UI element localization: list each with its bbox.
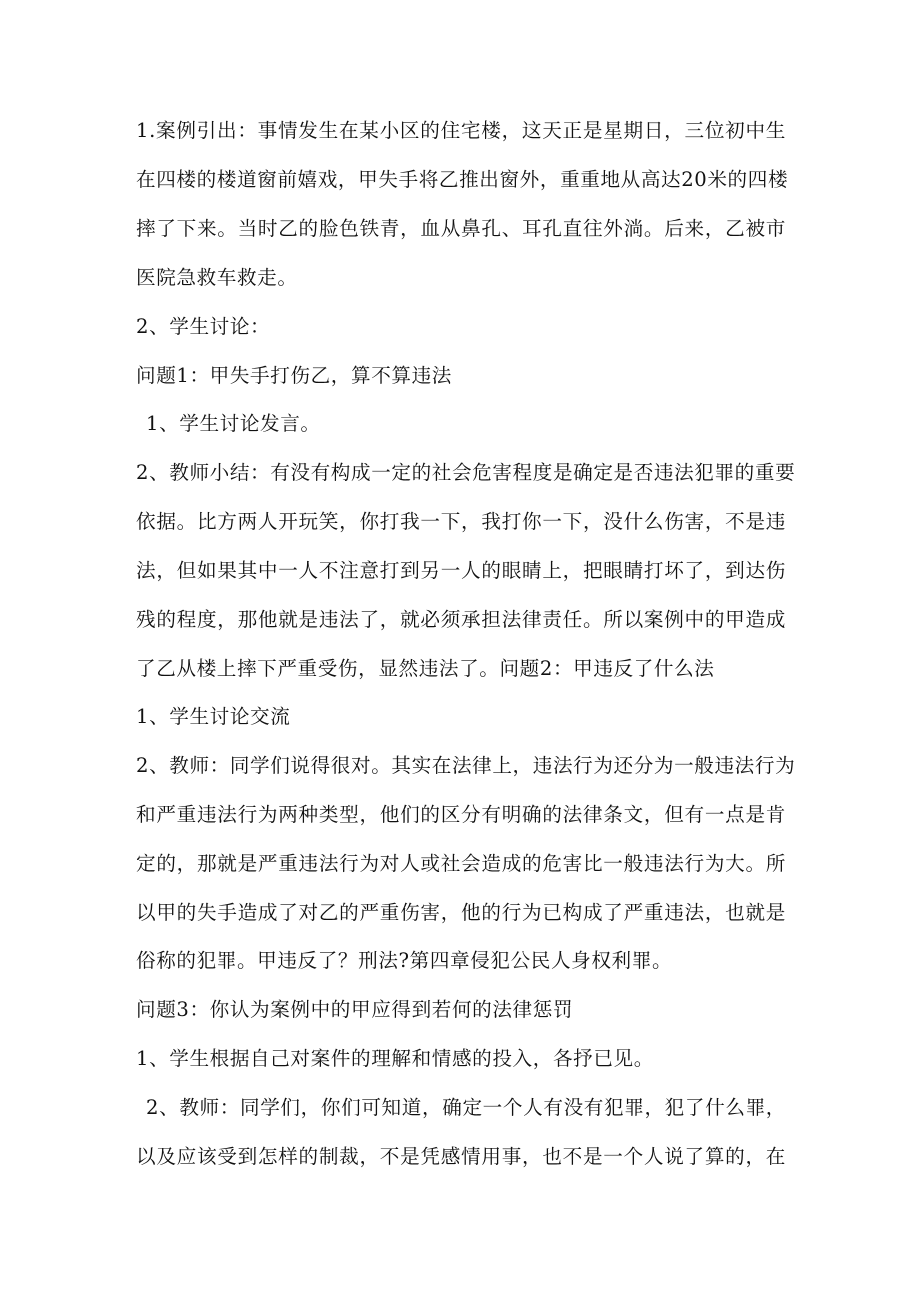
paragraph-line: 依据。比方两人开玩笑，你打我一下，我打你一下，没什么伤害，不是违 [136, 510, 786, 533]
paragraph-line: 和严重违法行为两种类型，他们的区分有明确的法律条文，但有一点是肯 [136, 803, 786, 826]
paragraph-line: 医院急救车救走。 [136, 266, 298, 289]
paragraph-line: 了乙从楼上摔下严重受伤，显然违法了。问题2：甲违反了什么法 [136, 657, 715, 680]
paragraph-line: 1、学生讨论发言。 [146, 412, 321, 435]
paragraph-line: 2、教师小结：有没有构成一定的社会危害程度是确定是否违法犯罪的重要 [136, 461, 796, 484]
section-heading: 2、学生讨论： [136, 315, 271, 338]
question-heading: 问题1：甲失手打伤乙，算不算违法 [136, 364, 452, 387]
paragraph-line: 在四楼的楼道窗前嬉戏，甲失手将乙推出窗外，重重地从高达20米的四楼 [136, 168, 789, 191]
question-heading: 问题3：你认为案例中的甲应得到若何的法律惩罚 [136, 998, 574, 1021]
paragraph-line: 以甲的失手造成了对乙的严重伤害，他的行为已构成了严重违法，也就是 [136, 901, 786, 924]
paragraph-line: 1.案例引出：事情发生在某小区的住宅楼，这天正是星期日，三位初中生 [136, 119, 786, 142]
paragraph-line: 2、教师：同学们，你们可知道，确定一个人有没有犯罪，犯了什么罪， [146, 1096, 786, 1119]
paragraph-line: 残的程度，那他就是违法了，就必须承担法律责任。所以案例中的甲造成 [136, 608, 786, 631]
paragraph-line: 1、学生讨论交流 [136, 705, 291, 728]
paragraph-line: 法，但如果其中一人不注意打到另一人的眼睛上，把眼睛打坏了，到达伤 [136, 559, 786, 582]
paragraph-line: 摔了下来。当时乙的脸色铁青，血从鼻孔、耳孔直往外淌。后来，乙被市 [136, 217, 786, 240]
paragraph-line: 2、教师：同学们说得很对。其实在法律上，违法行为还分为一般违法行为 [136, 754, 796, 777]
paragraph-line: 俗称的犯罪。甲违反了？刑法?第四章侵犯公民人身权利罪。 [136, 949, 673, 972]
paragraph-line: 1、学生根据自己对案件的理解和情感的投入，各抒已见。 [136, 1047, 654, 1070]
paragraph-line: 定的，那就是严重违法行为对人或社会造成的危害比一般违法行为大。所 [136, 852, 786, 875]
paragraph-line: 以及应该受到怎样的制裁，不是凭感情用事，也不是一个人说了算的，在 [136, 1145, 786, 1168]
